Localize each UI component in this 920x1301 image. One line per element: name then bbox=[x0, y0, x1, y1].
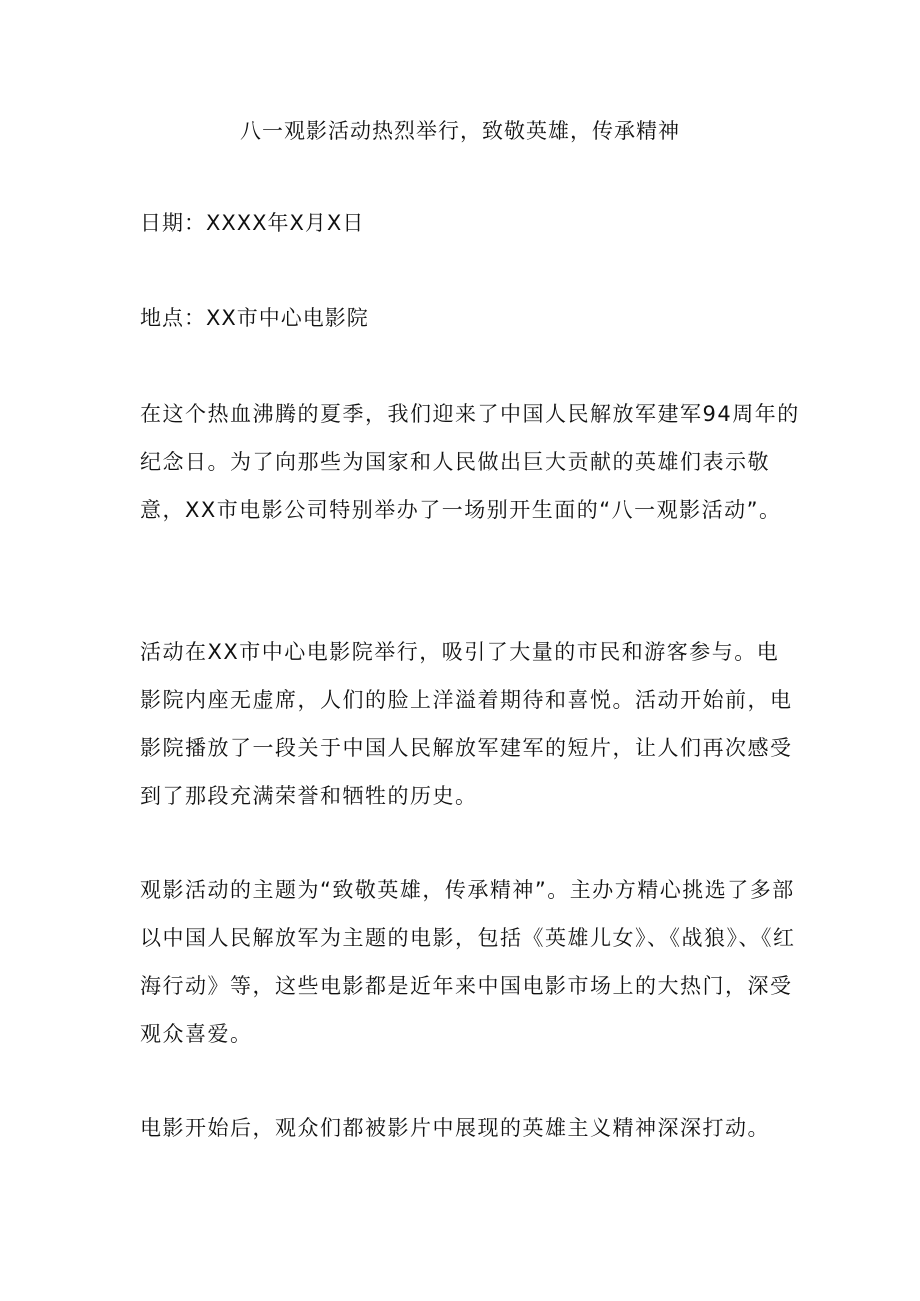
paragraph-2: 活动在XX市中心电影院举行，吸引了大量的市民和游客参与。电影院内座无虚席，人们的脸上洋溢着期待和喜悦。活动开始前，电影院播放了一段关于中国人民解放军建军的短片，让人们再次感受到了那段充满荣誉和牺牲的历史。 bbox=[140, 640, 793, 808]
paragraph-1: 在这个热血沸腾的夏季，我们迎来了中国人民解放军建军94周年的纪念日。为了向那些为国家和人民做出巨大贡献的英雄们表示敬意，XX市电影公司特别举办了一场别开生面的“八一观影活动”。 bbox=[140, 402, 800, 522]
place-line: 地点：XX市中心电影院 bbox=[140, 306, 369, 330]
paragraph-4: 电影开始后，观众们都被影片中展现的英雄主义精神深深打动。 bbox=[140, 1116, 770, 1140]
document-title: 八一观影活动热烈举行，致敬英雄，传承精神 bbox=[240, 119, 680, 143]
date-line: 日期：XXXX年X月X日 bbox=[140, 211, 365, 235]
paragraph-3: 观影活动的主题为“致敬英雄，传承精神”。主办方精心挑选了多部以中国人民解放军为主题的电影，包括《英雄儿女》、《战狼》、《红海行动》等，这些电影都是近年来中国电影市场上的大热门，深受观众喜爱。 bbox=[140, 878, 796, 1046]
